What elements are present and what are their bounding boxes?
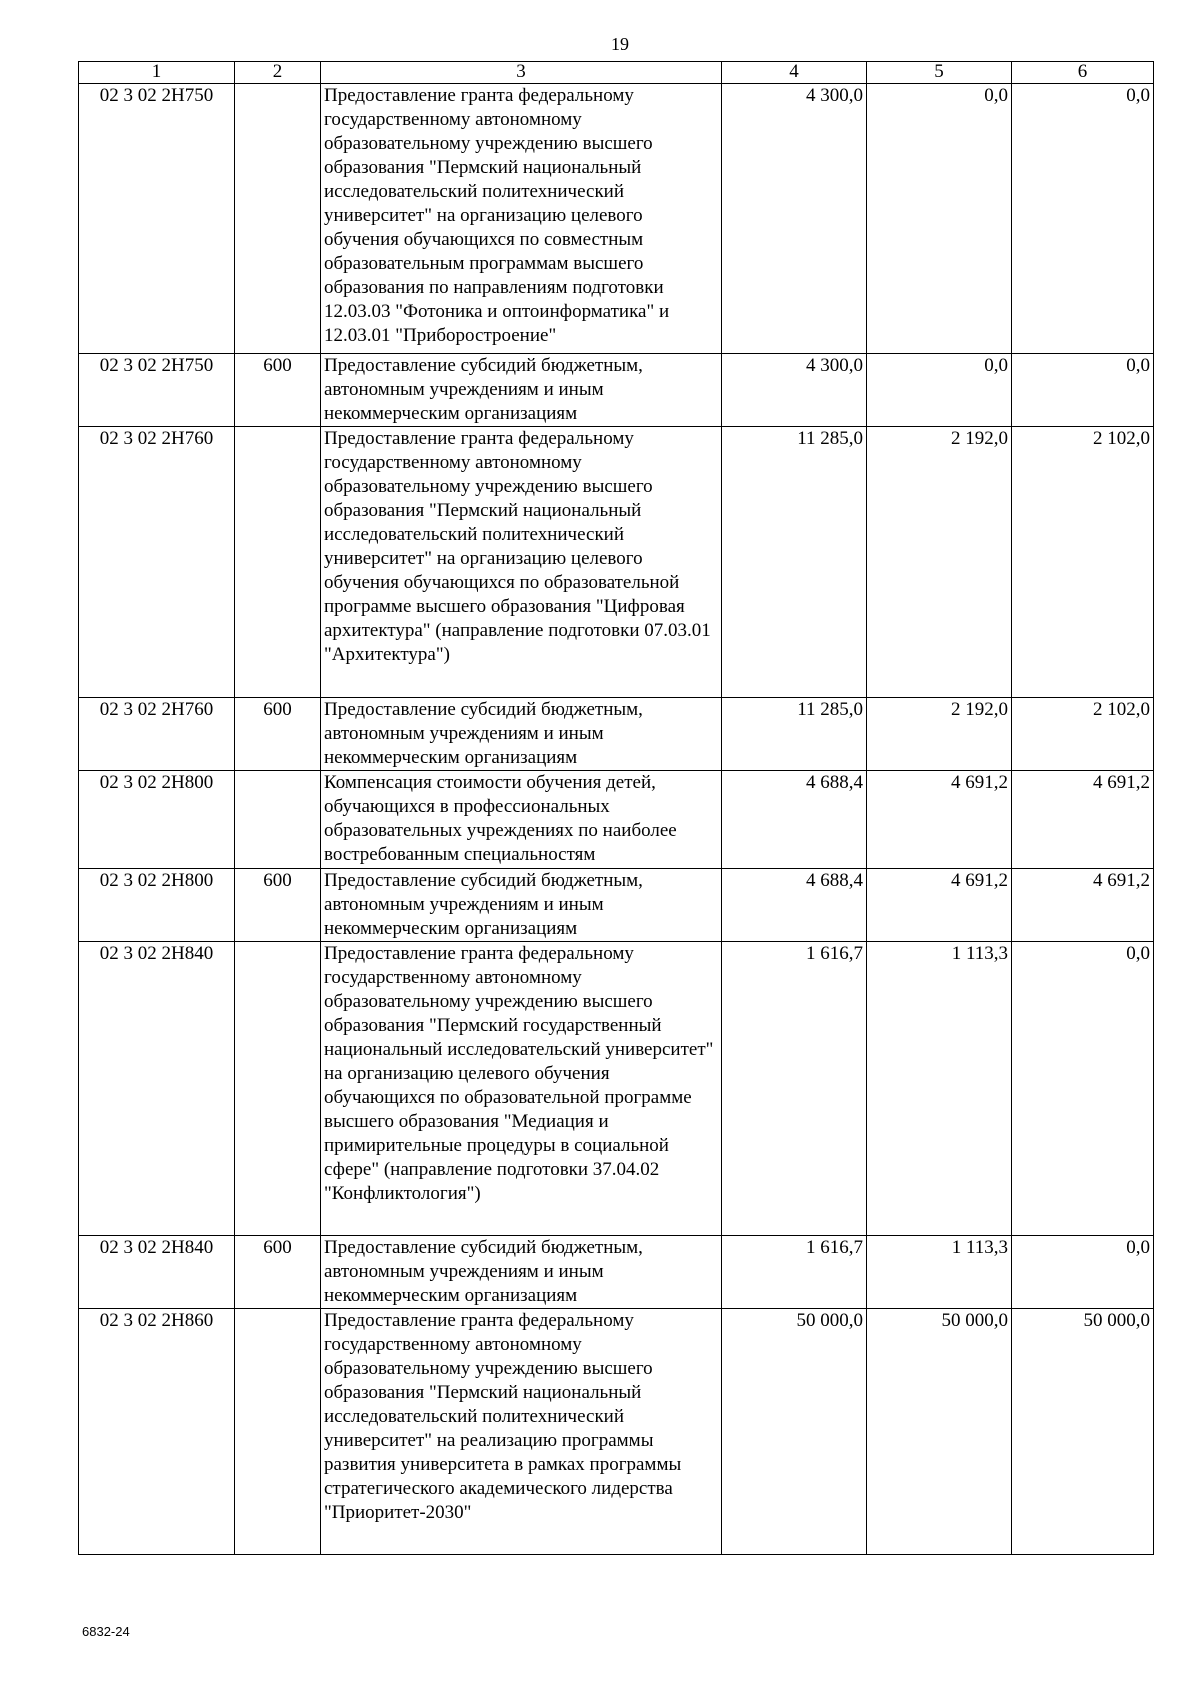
amount-col6-cell: 4 691,2 bbox=[1012, 869, 1154, 942]
amount-col6-cell: 50 000,0 bbox=[1012, 1309, 1154, 1555]
column-header-5: 5 bbox=[867, 62, 1012, 84]
expense-type-cell bbox=[235, 427, 321, 698]
column-header-6: 6 bbox=[1012, 62, 1154, 84]
amount-col5-cell: 4 691,2 bbox=[867, 869, 1012, 942]
target-code-cell: 02 3 02 2Н840 bbox=[79, 942, 235, 1236]
description-cell: Предоставление субсидий бюджетным, автономным учреждениям и иным некоммерческим организациям bbox=[321, 354, 722, 427]
description-cell: Предоставление субсидий бюджетным, автономным учреждениям и иным некоммерческим организациям bbox=[321, 698, 722, 771]
column-header-2: 2 bbox=[235, 62, 321, 84]
table-row bbox=[79, 354, 1154, 427]
column-header-1: 1 bbox=[79, 62, 235, 84]
amount-col4-cell: 1 616,7 bbox=[722, 1236, 867, 1309]
table-row bbox=[79, 1309, 1154, 1555]
expense-type-cell: 600 bbox=[235, 1236, 321, 1309]
table-row bbox=[79, 869, 1154, 942]
table-row bbox=[79, 771, 1154, 869]
expense-type-cell bbox=[235, 942, 321, 1236]
expense-type-cell: 600 bbox=[235, 354, 321, 427]
column-header-3: 3 bbox=[321, 62, 722, 84]
description-cell: Предоставление гранта федеральному государственному автономному образовательному учреждению высшего образования "Пермский национальный исследовательский политехнический университет" на реализацию программы развития университета в рамках программы стратегического академического лидерства "Приоритет-2030" bbox=[321, 1309, 722, 1555]
amount-col5-cell: 4 691,2 bbox=[867, 771, 1012, 869]
table-row bbox=[79, 84, 1154, 354]
table-row bbox=[79, 942, 1154, 1236]
amount-col6-cell: 0,0 bbox=[1012, 354, 1154, 427]
table-row bbox=[79, 698, 1154, 771]
description-cell: Предоставление гранта федеральному государственному автономному образовательному учреждению высшего образования "Пермский государственный национальный исследовательский университет" на организацию целевого обучения обучающихся по образовательной программе высшего образования "Медиация и примирительные процедуры в социальной сфере" (направление подготовки 37.04.02 "Конфликтология") bbox=[321, 942, 722, 1236]
amount-col4-cell: 11 285,0 bbox=[722, 698, 867, 771]
budget-table bbox=[78, 61, 1154, 1555]
page-number: 19 bbox=[611, 34, 629, 54]
expense-type-cell bbox=[235, 1309, 321, 1555]
amount-col5-cell: 50 000,0 bbox=[867, 1309, 1012, 1555]
amount-col5-cell: 1 113,3 bbox=[867, 942, 1012, 1236]
amount-col4-cell: 4 300,0 bbox=[722, 84, 867, 354]
expense-type-cell: 600 bbox=[235, 869, 321, 942]
amount-col4-cell: 4 688,4 bbox=[722, 869, 867, 942]
column-header-4: 4 bbox=[722, 62, 867, 84]
document-code: 6832-24 bbox=[82, 1624, 130, 1639]
amount-col5-cell: 2 192,0 bbox=[867, 698, 1012, 771]
amount-col4-cell: 4 688,4 bbox=[722, 771, 867, 869]
expense-type-cell: 600 bbox=[235, 698, 321, 771]
target-code-cell: 02 3 02 2Н800 bbox=[79, 771, 235, 869]
amount-col6-cell: 2 102,0 bbox=[1012, 427, 1154, 698]
amount-col4-cell: 1 616,7 bbox=[722, 942, 867, 1236]
target-code-cell: 02 3 02 2Н860 bbox=[79, 1309, 235, 1555]
amount-col5-cell: 0,0 bbox=[867, 354, 1012, 427]
amount-col6-cell: 2 102,0 bbox=[1012, 698, 1154, 771]
amount-col5-cell: 0,0 bbox=[867, 84, 1012, 354]
expense-type-cell bbox=[235, 771, 321, 869]
target-code-cell: 02 3 02 2Н760 bbox=[79, 427, 235, 698]
target-code-cell: 02 3 02 2Н800 bbox=[79, 869, 235, 942]
amount-col5-cell: 2 192,0 bbox=[867, 427, 1012, 698]
target-code-cell: 02 3 02 2Н750 bbox=[79, 354, 235, 427]
amount-col4-cell: 11 285,0 bbox=[722, 427, 867, 698]
description-cell: Предоставление субсидий бюджетным, автономным учреждениям и иным некоммерческим организациям bbox=[321, 869, 722, 942]
amount-col6-cell: 0,0 bbox=[1012, 942, 1154, 1236]
target-code-cell: 02 3 02 2Н840 bbox=[79, 1236, 235, 1309]
amount-col6-cell: 0,0 bbox=[1012, 84, 1154, 354]
expense-type-cell bbox=[235, 84, 321, 354]
description-cell: Компенсация стоимости обучения детей, обучающихся в профессиональных образовательных учреждениях по наиболее востребованным специальностям bbox=[321, 771, 722, 869]
description-cell: Предоставление гранта федеральному государственному автономному образовательному учреждению высшего образования "Пермский национальный исследовательский политехнический университет" на организацию целевого обучения обучающихся по образовательной программе высшего образования "Цифровая архитектура" (направление подготовки 07.03.01 "Архитектура") bbox=[321, 427, 722, 698]
amount-col6-cell: 4 691,2 bbox=[1012, 771, 1154, 869]
table-row bbox=[79, 427, 1154, 698]
amount-col5-cell: 1 113,3 bbox=[867, 1236, 1012, 1309]
amount-col4-cell: 4 300,0 bbox=[722, 354, 867, 427]
description-cell: Предоставление субсидий бюджетным, автономным учреждениям и иным некоммерческим организациям bbox=[321, 1236, 722, 1309]
column-number-row bbox=[79, 62, 1154, 84]
target-code-cell: 02 3 02 2Н760 bbox=[79, 698, 235, 771]
table-row bbox=[79, 1236, 1154, 1309]
description-cell: Предоставление гранта федеральному государственному автономному образовательному учреждению высшего образования "Пермский национальный исследовательский политехнический университет" на организацию целевого обучения обучающихся по совместным образовательным программам высшего образования по направлениям подготовки 12.03.03 "Фотоника и оптоинформатика" и 12.03.01 "Приборостроение" bbox=[321, 84, 722, 354]
amount-col6-cell: 0,0 bbox=[1012, 1236, 1154, 1309]
target-code-cell: 02 3 02 2Н750 bbox=[79, 84, 235, 354]
amount-col4-cell: 50 000,0 bbox=[722, 1309, 867, 1555]
